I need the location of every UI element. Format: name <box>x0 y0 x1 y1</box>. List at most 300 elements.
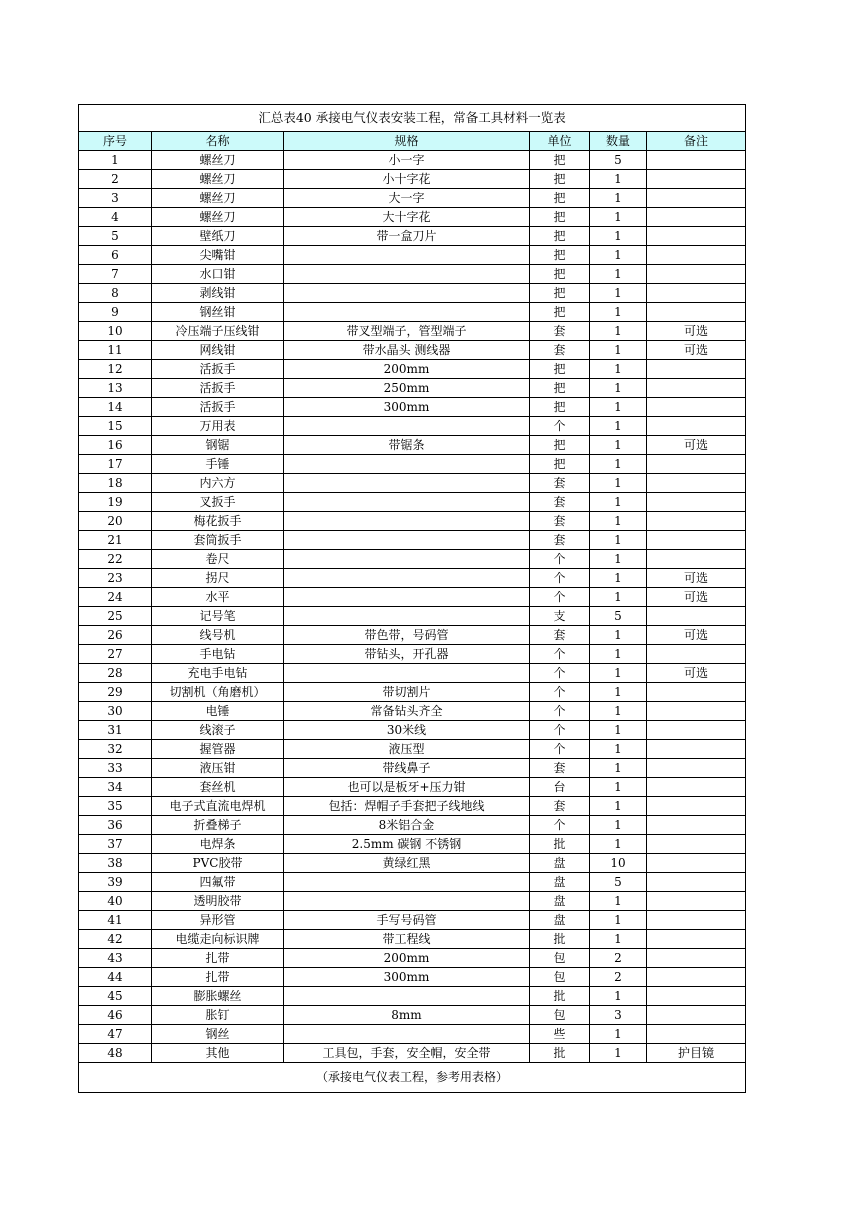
index-cell[interactable]: 28 <box>79 664 152 683</box>
unit-cell[interactable]: 批 <box>530 930 590 949</box>
remarks-cell[interactable] <box>647 284 746 303</box>
index-cell[interactable]: 4 <box>79 208 152 227</box>
spec-cell[interactable]: 200mm <box>284 360 530 379</box>
unit-cell[interactable]: 把 <box>530 246 590 265</box>
index-cell[interactable]: 38 <box>79 854 152 873</box>
name-cell[interactable]: 线号机 <box>152 626 284 645</box>
name-cell[interactable]: 膨胀螺丝 <box>152 987 284 1006</box>
remarks-cell[interactable] <box>647 797 746 816</box>
unit-cell[interactable]: 个 <box>530 664 590 683</box>
name-cell[interactable]: 水平 <box>152 588 284 607</box>
spec-cell[interactable]: 带锯条 <box>284 436 530 455</box>
table-footer-note[interactable]: （承接电气仪表工程，参考用表格） <box>79 1063 746 1093</box>
remarks-cell[interactable] <box>647 987 746 1006</box>
index-cell[interactable]: 7 <box>79 265 152 284</box>
unit-cell[interactable]: 盘 <box>530 873 590 892</box>
quantity-cell[interactable]: 1 <box>590 379 647 398</box>
remarks-cell[interactable] <box>647 759 746 778</box>
quantity-cell[interactable]: 1 <box>590 797 647 816</box>
name-cell[interactable]: 四氟带 <box>152 873 284 892</box>
header-unit[interactable]: 单位 <box>530 132 590 151</box>
table-row <box>79 797 746 816</box>
quantity-cell[interactable]: 1 <box>590 303 647 322</box>
unit-cell[interactable]: 套 <box>530 512 590 531</box>
index-cell[interactable]: 35 <box>79 797 152 816</box>
remarks-cell[interactable] <box>647 816 746 835</box>
name-cell[interactable]: 扎带 <box>152 949 284 968</box>
spec-cell[interactable]: 液压型 <box>284 740 530 759</box>
spec-cell[interactable] <box>284 892 530 911</box>
unit-cell[interactable]: 把 <box>530 303 590 322</box>
spec-cell[interactable]: 黄绿红黑 <box>284 854 530 873</box>
unit-cell[interactable]: 包 <box>530 968 590 987</box>
spec-cell[interactable]: 小十字花 <box>284 170 530 189</box>
unit-cell[interactable]: 套 <box>530 531 590 550</box>
unit-cell[interactable]: 套 <box>530 341 590 360</box>
unit-cell[interactable]: 个 <box>530 740 590 759</box>
quantity-cell[interactable]: 1 <box>590 588 647 607</box>
unit-cell[interactable]: 包 <box>530 949 590 968</box>
index-cell[interactable]: 46 <box>79 1006 152 1025</box>
remarks-cell[interactable] <box>647 873 746 892</box>
index-cell[interactable]: 32 <box>79 740 152 759</box>
unit-cell[interactable]: 把 <box>530 284 590 303</box>
remarks-cell[interactable] <box>647 170 746 189</box>
unit-cell[interactable]: 盘 <box>530 892 590 911</box>
remarks-cell[interactable] <box>647 379 746 398</box>
index-cell[interactable]: 2 <box>79 170 152 189</box>
index-cell[interactable]: 14 <box>79 398 152 417</box>
remarks-cell[interactable] <box>647 550 746 569</box>
unit-cell[interactable]: 批 <box>530 1044 590 1063</box>
unit-cell[interactable]: 套 <box>530 474 590 493</box>
remarks-cell[interactable] <box>647 835 746 854</box>
name-cell[interactable]: 螺丝刀 <box>152 151 284 170</box>
index-cell[interactable]: 31 <box>79 721 152 740</box>
unit-cell[interactable]: 盘 <box>530 911 590 930</box>
unit-cell[interactable]: 盘 <box>530 854 590 873</box>
remarks-cell[interactable] <box>647 303 746 322</box>
unit-cell[interactable]: 把 <box>530 360 590 379</box>
quantity-cell[interactable]: 1 <box>590 626 647 645</box>
index-cell[interactable]: 34 <box>79 778 152 797</box>
unit-cell[interactable]: 套 <box>530 759 590 778</box>
index-cell[interactable]: 15 <box>79 417 152 436</box>
spec-cell[interactable]: 8米铝合金 <box>284 816 530 835</box>
unit-cell[interactable]: 把 <box>530 189 590 208</box>
index-cell[interactable]: 36 <box>79 816 152 835</box>
spec-cell[interactable]: 200mm <box>284 949 530 968</box>
spec-cell[interactable]: 300mm <box>284 968 530 987</box>
unit-cell[interactable]: 套 <box>530 626 590 645</box>
spec-cell[interactable]: 包括：焊帽子手套把子线地线 <box>284 797 530 816</box>
spec-cell[interactable]: 带工程线 <box>284 930 530 949</box>
unit-cell[interactable]: 把 <box>530 265 590 284</box>
quantity-cell[interactable]: 1 <box>590 398 647 417</box>
remarks-cell[interactable] <box>647 227 746 246</box>
spec-cell[interactable] <box>284 455 530 474</box>
name-cell[interactable]: 充电手电钻 <box>152 664 284 683</box>
unit-cell[interactable]: 套 <box>530 797 590 816</box>
unit-cell[interactable]: 个 <box>530 816 590 835</box>
name-cell[interactable]: 其他 <box>152 1044 284 1063</box>
index-cell[interactable]: 27 <box>79 645 152 664</box>
index-cell[interactable]: 29 <box>79 683 152 702</box>
index-cell[interactable]: 16 <box>79 436 152 455</box>
name-cell[interactable]: 冷压端子压线钳 <box>152 322 284 341</box>
remarks-cell[interactable] <box>647 854 746 873</box>
unit-cell[interactable]: 个 <box>530 645 590 664</box>
name-cell[interactable]: 套丝机 <box>152 778 284 797</box>
name-cell[interactable]: 螺丝刀 <box>152 170 284 189</box>
header-quantity[interactable]: 数量 <box>590 132 647 151</box>
spec-cell[interactable]: 常备钻头齐全 <box>284 702 530 721</box>
name-cell[interactable]: 钢锯 <box>152 436 284 455</box>
quantity-cell[interactable]: 1 <box>590 512 647 531</box>
spec-cell[interactable]: 带一盒刀片 <box>284 227 530 246</box>
index-cell[interactable]: 11 <box>79 341 152 360</box>
name-cell[interactable]: 活扳手 <box>152 360 284 379</box>
name-cell[interactable]: 剥线钳 <box>152 284 284 303</box>
index-cell[interactable]: 9 <box>79 303 152 322</box>
index-cell[interactable]: 42 <box>79 930 152 949</box>
remarks-cell[interactable] <box>647 645 746 664</box>
remarks-cell[interactable] <box>647 189 746 208</box>
table-title[interactable]: 汇总表40 承接电气仪表安装工程，常备工具材料一览表 <box>79 105 746 132</box>
remarks-cell[interactable] <box>647 892 746 911</box>
remarks-cell[interactable] <box>647 455 746 474</box>
name-cell[interactable]: 螺丝刀 <box>152 208 284 227</box>
quantity-cell[interactable]: 1 <box>590 569 647 588</box>
unit-cell[interactable]: 个 <box>530 569 590 588</box>
spec-cell[interactable]: 小一字 <box>284 151 530 170</box>
name-cell[interactable]: 电子式直流电焊机 <box>152 797 284 816</box>
index-cell[interactable]: 48 <box>79 1044 152 1063</box>
quantity-cell[interactable]: 1 <box>590 417 647 436</box>
name-cell[interactable]: 电焊条 <box>152 835 284 854</box>
quantity-cell[interactable]: 1 <box>590 493 647 512</box>
index-cell[interactable]: 44 <box>79 968 152 987</box>
spec-cell[interactable] <box>284 265 530 284</box>
table-row <box>79 512 746 531</box>
remarks-cell[interactable]: 可选 <box>647 626 746 645</box>
name-cell[interactable]: 壁纸刀 <box>152 227 284 246</box>
remarks-cell[interactable]: 可选 <box>647 588 746 607</box>
name-cell[interactable]: 透明胶带 <box>152 892 284 911</box>
name-cell[interactable]: 切割机（角磨机） <box>152 683 284 702</box>
name-cell[interactable]: 内六方 <box>152 474 284 493</box>
unit-cell[interactable]: 个 <box>530 702 590 721</box>
unit-cell[interactable]: 个 <box>530 550 590 569</box>
remarks-cell[interactable] <box>647 531 746 550</box>
unit-cell[interactable]: 套 <box>530 493 590 512</box>
index-cell[interactable]: 12 <box>79 360 152 379</box>
name-cell[interactable]: 梅花扳手 <box>152 512 284 531</box>
remarks-cell[interactable]: 护目镜 <box>647 1044 746 1063</box>
quantity-cell[interactable]: 1 <box>590 531 647 550</box>
unit-cell[interactable]: 把 <box>530 398 590 417</box>
index-cell[interactable]: 10 <box>79 322 152 341</box>
name-cell[interactable]: 线滚子 <box>152 721 284 740</box>
unit-cell[interactable]: 个 <box>530 721 590 740</box>
remarks-cell[interactable]: 可选 <box>647 436 746 455</box>
name-cell[interactable]: PVC胶带 <box>152 854 284 873</box>
quantity-cell[interactable]: 1 <box>590 645 647 664</box>
remarks-cell[interactable] <box>647 721 746 740</box>
spec-cell[interactable]: 8mm <box>284 1006 530 1025</box>
unit-cell[interactable]: 把 <box>530 436 590 455</box>
index-cell[interactable]: 40 <box>79 892 152 911</box>
header-remarks[interactable]: 备注 <box>647 132 746 151</box>
spec-cell[interactable] <box>284 607 530 626</box>
unit-cell[interactable]: 包 <box>530 1006 590 1025</box>
index-cell[interactable]: 33 <box>79 759 152 778</box>
name-cell[interactable]: 钢丝 <box>152 1025 284 1044</box>
name-cell[interactable]: 手电钻 <box>152 645 284 664</box>
index-cell[interactable]: 45 <box>79 987 152 1006</box>
spec-cell[interactable] <box>284 588 530 607</box>
index-cell[interactable]: 43 <box>79 949 152 968</box>
remarks-cell[interactable] <box>647 512 746 531</box>
quantity-cell[interactable]: 1 <box>590 1025 647 1044</box>
spec-cell[interactable] <box>284 664 530 683</box>
quantity-cell[interactable]: 1 <box>590 816 647 835</box>
remarks-cell[interactable] <box>647 911 746 930</box>
quantity-cell[interactable]: 1 <box>590 170 647 189</box>
spec-cell[interactable]: 大十字花 <box>284 208 530 227</box>
unit-cell[interactable]: 支 <box>530 607 590 626</box>
name-cell[interactable]: 电锤 <box>152 702 284 721</box>
unit-cell[interactable]: 批 <box>530 987 590 1006</box>
index-cell[interactable]: 41 <box>79 911 152 930</box>
quantity-cell[interactable]: 1 <box>590 474 647 493</box>
spec-cell[interactable]: 2.5mm 碳钢 不锈钢 <box>284 835 530 854</box>
name-cell[interactable]: 电缆走向标识牌 <box>152 930 284 949</box>
unit-cell[interactable]: 台 <box>530 778 590 797</box>
spec-cell[interactable]: 手写号码管 <box>284 911 530 930</box>
remarks-cell[interactable] <box>647 930 746 949</box>
spec-cell[interactable] <box>284 284 530 303</box>
remarks-cell[interactable] <box>647 474 746 493</box>
name-cell[interactable]: 螺丝刀 <box>152 189 284 208</box>
remarks-cell[interactable]: 可选 <box>647 341 746 360</box>
spec-cell[interactable] <box>284 987 530 1006</box>
index-cell[interactable]: 37 <box>79 835 152 854</box>
index-cell[interactable]: 3 <box>79 189 152 208</box>
spec-cell[interactable] <box>284 569 530 588</box>
index-cell[interactable]: 21 <box>79 531 152 550</box>
name-cell[interactable]: 钢丝钳 <box>152 303 284 322</box>
name-cell[interactable]: 握管器 <box>152 740 284 759</box>
remarks-cell[interactable] <box>647 702 746 721</box>
quantity-cell[interactable]: 1 <box>590 911 647 930</box>
name-cell[interactable]: 异形管 <box>152 911 284 930</box>
spec-cell[interactable]: 带钻头，开孔器 <box>284 645 530 664</box>
name-cell[interactable]: 水口钳 <box>152 265 284 284</box>
unit-cell[interactable]: 个 <box>530 588 590 607</box>
index-cell[interactable]: 47 <box>79 1025 152 1044</box>
quantity-cell[interactable]: 5 <box>590 151 647 170</box>
remarks-cell[interactable] <box>647 683 746 702</box>
index-cell[interactable]: 23 <box>79 569 152 588</box>
quantity-cell[interactable]: 1 <box>590 550 647 569</box>
unit-cell[interactable]: 把 <box>530 170 590 189</box>
remarks-cell[interactable]: 可选 <box>647 322 746 341</box>
remarks-cell[interactable] <box>647 417 746 436</box>
name-cell[interactable]: 折叠梯子 <box>152 816 284 835</box>
remarks-cell[interactable] <box>647 265 746 284</box>
name-cell[interactable]: 活扳手 <box>152 398 284 417</box>
quantity-cell[interactable]: 1 <box>590 360 647 379</box>
quantity-cell[interactable]: 2 <box>590 949 647 968</box>
quantity-cell[interactable]: 1 <box>590 987 647 1006</box>
index-cell[interactable]: 6 <box>79 246 152 265</box>
name-cell[interactable]: 拐尺 <box>152 569 284 588</box>
quantity-cell[interactable]: 1 <box>590 664 647 683</box>
spec-cell[interactable]: 250mm <box>284 379 530 398</box>
unit-cell[interactable]: 个 <box>530 683 590 702</box>
spec-cell[interactable]: 带线鼻子 <box>284 759 530 778</box>
index-cell[interactable]: 8 <box>79 284 152 303</box>
index-cell[interactable]: 1 <box>79 151 152 170</box>
remarks-cell[interactable] <box>647 968 746 987</box>
spec-cell[interactable]: 带水晶头 测线器 <box>284 341 530 360</box>
unit-cell[interactable]: 把 <box>530 379 590 398</box>
spec-cell[interactable]: 带色带，号码管 <box>284 626 530 645</box>
remarks-cell[interactable] <box>647 208 746 227</box>
quantity-cell[interactable]: 1 <box>590 683 647 702</box>
remarks-cell[interactable] <box>647 1025 746 1044</box>
name-cell[interactable]: 记号笔 <box>152 607 284 626</box>
remarks-cell[interactable] <box>647 493 746 512</box>
name-cell[interactable]: 胀钉 <box>152 1006 284 1025</box>
unit-cell[interactable]: 个 <box>530 417 590 436</box>
index-cell[interactable]: 5 <box>79 227 152 246</box>
remarks-cell[interactable] <box>647 949 746 968</box>
quantity-cell[interactable]: 1 <box>590 740 647 759</box>
remarks-cell[interactable] <box>647 398 746 417</box>
spec-cell[interactable]: 带叉型端子，管型端子 <box>284 322 530 341</box>
spec-cell[interactable] <box>284 531 530 550</box>
quantity-cell[interactable]: 5 <box>590 607 647 626</box>
index-cell[interactable]: 25 <box>79 607 152 626</box>
remarks-cell[interactable] <box>647 778 746 797</box>
remarks-cell[interactable] <box>647 1006 746 1025</box>
spec-cell[interactable] <box>284 550 530 569</box>
unit-cell[interactable]: 套 <box>530 322 590 341</box>
spec-cell[interactable]: 大一字 <box>284 189 530 208</box>
spec-cell[interactable]: 也可以是板牙+压力钳 <box>284 778 530 797</box>
name-cell[interactable]: 套筒扳手 <box>152 531 284 550</box>
name-cell[interactable]: 液压钳 <box>152 759 284 778</box>
index-cell[interactable]: 17 <box>79 455 152 474</box>
name-cell[interactable]: 尖嘴钳 <box>152 246 284 265</box>
quantity-cell[interactable]: 2 <box>590 968 647 987</box>
spec-cell[interactable] <box>284 493 530 512</box>
remarks-cell[interactable] <box>647 740 746 759</box>
quantity-cell[interactable]: 1 <box>590 341 647 360</box>
remarks-cell[interactable] <box>647 246 746 265</box>
name-cell[interactable]: 网线钳 <box>152 341 284 360</box>
index-cell[interactable]: 39 <box>79 873 152 892</box>
index-cell[interactable]: 20 <box>79 512 152 531</box>
index-cell[interactable]: 26 <box>79 626 152 645</box>
spec-cell[interactable] <box>284 417 530 436</box>
quantity-cell[interactable]: 3 <box>590 1006 647 1025</box>
unit-cell[interactable]: 把 <box>530 227 590 246</box>
quantity-cell[interactable]: 1 <box>590 436 647 455</box>
name-cell[interactable]: 卷尺 <box>152 550 284 569</box>
header-name[interactable]: 名称 <box>152 132 284 151</box>
unit-cell[interactable]: 批 <box>530 835 590 854</box>
quantity-cell[interactable]: 1 <box>590 284 647 303</box>
quantity-cell[interactable]: 10 <box>590 854 647 873</box>
header-spec[interactable]: 规格 <box>284 132 530 151</box>
unit-cell[interactable]: 把 <box>530 151 590 170</box>
quantity-cell[interactable]: 1 <box>590 1044 647 1063</box>
header-index[interactable]: 序号 <box>79 132 152 151</box>
quantity-cell[interactable]: 5 <box>590 873 647 892</box>
spec-cell[interactable]: 工具包，手套，安全帽，安全带 <box>284 1044 530 1063</box>
quantity-cell[interactable]: 1 <box>590 930 647 949</box>
name-cell[interactable]: 手锤 <box>152 455 284 474</box>
remarks-cell[interactable] <box>647 360 746 379</box>
spec-cell[interactable]: 300mm <box>284 398 530 417</box>
spec-cell[interactable] <box>284 303 530 322</box>
table-row <box>79 360 746 379</box>
index-cell[interactable]: 30 <box>79 702 152 721</box>
spec-cell[interactable] <box>284 873 530 892</box>
index-cell[interactable]: 19 <box>79 493 152 512</box>
quantity-cell[interactable]: 1 <box>590 322 647 341</box>
title-row <box>79 105 746 132</box>
name-cell[interactable]: 叉扳手 <box>152 493 284 512</box>
spec-cell[interactable] <box>284 474 530 493</box>
unit-cell[interactable]: 些 <box>530 1025 590 1044</box>
name-cell[interactable]: 万用表 <box>152 417 284 436</box>
index-cell[interactable]: 24 <box>79 588 152 607</box>
quantity-cell[interactable]: 1 <box>590 246 647 265</box>
spec-cell[interactable]: 30米线 <box>284 721 530 740</box>
index-cell[interactable]: 18 <box>79 474 152 493</box>
quantity-cell[interactable]: 1 <box>590 892 647 911</box>
remarks-cell[interactable]: 可选 <box>647 569 746 588</box>
remarks-cell[interactable] <box>647 151 746 170</box>
quantity-cell[interactable]: 1 <box>590 227 647 246</box>
quantity-cell[interactable]: 1 <box>590 778 647 797</box>
quantity-cell[interactable]: 1 <box>590 208 647 227</box>
spec-cell[interactable]: 带切割片 <box>284 683 530 702</box>
name-cell[interactable]: 扎带 <box>152 968 284 987</box>
quantity-cell[interactable]: 1 <box>590 835 647 854</box>
quantity-cell[interactable]: 1 <box>590 265 647 284</box>
index-cell[interactable]: 22 <box>79 550 152 569</box>
unit-cell[interactable]: 把 <box>530 208 590 227</box>
name-cell[interactable]: 活扳手 <box>152 379 284 398</box>
spec-cell[interactable] <box>284 1025 530 1044</box>
unit-cell[interactable]: 把 <box>530 455 590 474</box>
remarks-cell[interactable] <box>647 607 746 626</box>
quantity-cell[interactable]: 1 <box>590 189 647 208</box>
spec-cell[interactable] <box>284 246 530 265</box>
quantity-cell[interactable]: 1 <box>590 702 647 721</box>
spec-cell[interactable] <box>284 512 530 531</box>
quantity-cell[interactable]: 1 <box>590 721 647 740</box>
quantity-cell[interactable]: 1 <box>590 759 647 778</box>
remarks-cell[interactable]: 可选 <box>647 664 746 683</box>
quantity-cell[interactable]: 1 <box>590 455 647 474</box>
index-cell[interactable]: 13 <box>79 379 152 398</box>
